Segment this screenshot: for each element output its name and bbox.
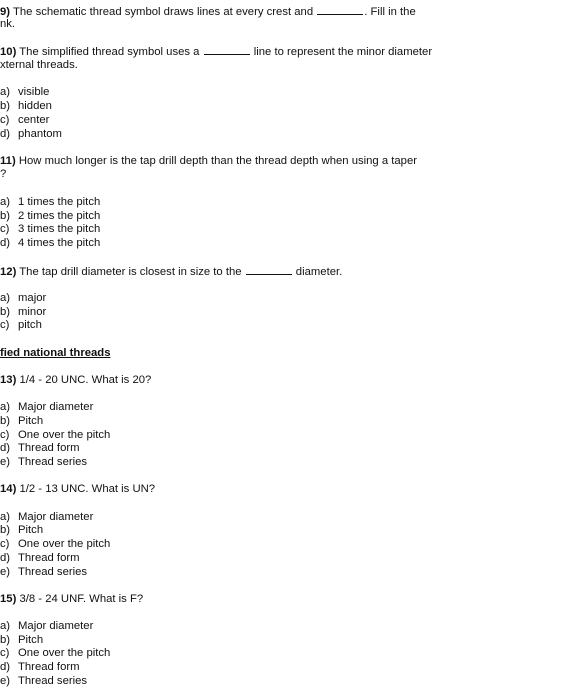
question-text-after: diameter. xyxy=(292,266,343,278)
option-letter: b) xyxy=(0,100,11,112)
option-row[interactable] xyxy=(0,196,100,209)
option-row[interactable] xyxy=(0,538,110,551)
option-text: Thread series xyxy=(18,566,88,578)
option-row[interactable] xyxy=(0,86,49,99)
option-letter: a) xyxy=(0,401,11,413)
question-text: How much longer is the tap drill depth than the thread depth when using a taper xyxy=(15,155,418,167)
option-row[interactable] xyxy=(0,100,52,113)
option-row[interactable] xyxy=(0,511,93,524)
answer-blank[interactable] xyxy=(204,45,250,55)
question-text: The schematic thread symbol draws lines at every crest and xyxy=(10,6,317,18)
question-text-after: . Fill in the xyxy=(364,6,416,18)
option-row[interactable] xyxy=(0,306,46,319)
option-row[interactable] xyxy=(0,114,49,127)
option-letter: a) xyxy=(0,620,11,632)
option-letter: b) xyxy=(0,634,11,646)
option-letter: d) xyxy=(0,661,11,673)
option-row[interactable] xyxy=(0,620,93,633)
option-row[interactable] xyxy=(0,552,80,565)
answer-blank[interactable] xyxy=(246,265,292,275)
option-letter: c) xyxy=(0,429,10,441)
option-text: visible xyxy=(18,86,50,98)
option-letter: d) xyxy=(0,552,11,564)
option-text: 3 times the pitch xyxy=(18,223,101,235)
question-9 xyxy=(0,5,448,19)
option-text: 4 times the pitch xyxy=(18,237,101,249)
option-letter: a) xyxy=(0,292,11,304)
question-number: 15) xyxy=(0,593,17,605)
question-text: 1/4 - 20 UNC. What is 20? xyxy=(16,374,152,386)
option-text: One over the pitch xyxy=(18,538,111,550)
option-text: Pitch xyxy=(18,634,44,646)
option-row[interactable] xyxy=(0,223,100,236)
option-row[interactable] xyxy=(0,566,87,579)
question-text: 1/2 - 13 UNC. What is UN? xyxy=(16,483,156,495)
option-text: Thread form xyxy=(18,661,80,673)
question-9-continuation: nk. xyxy=(0,18,16,30)
option-text: pitch xyxy=(18,319,42,331)
option-letter: b) xyxy=(0,524,11,536)
option-row[interactable] xyxy=(0,292,46,305)
option-letter: d) xyxy=(0,237,11,249)
question-text: The simplified thread symbol uses a xyxy=(16,46,203,58)
question-10-continuation: xternal threads. xyxy=(0,59,78,71)
option-row[interactable] xyxy=(0,319,42,332)
option-row[interactable] xyxy=(0,524,43,537)
option-text: One over the pitch xyxy=(18,647,111,659)
option-letter: d) xyxy=(0,442,11,454)
question-number: 12) xyxy=(0,266,17,278)
question-text: 3/8 - 24 UNF. What is F? xyxy=(16,593,144,605)
option-row[interactable] xyxy=(0,634,43,647)
option-letter: e) xyxy=(0,566,11,578)
option-text: phantom xyxy=(18,128,62,140)
answer-blank[interactable] xyxy=(317,5,363,15)
option-row[interactable] xyxy=(0,128,62,141)
option-row[interactable] xyxy=(0,210,100,223)
option-text: One over the pitch xyxy=(18,429,111,441)
option-row[interactable] xyxy=(0,401,93,414)
option-row[interactable] xyxy=(0,456,87,469)
question-text: The tap drill diameter is closest in size to the xyxy=(16,266,245,278)
option-text: hidden xyxy=(18,100,52,112)
section-heading: fied national threads xyxy=(0,347,111,359)
option-row[interactable] xyxy=(0,429,110,442)
option-text: major xyxy=(18,292,47,304)
option-letter: c) xyxy=(0,223,10,235)
option-letter: b) xyxy=(0,210,11,222)
option-text: Major diameter xyxy=(18,401,94,413)
option-text: minor xyxy=(18,306,47,318)
question-number: 11) xyxy=(0,155,16,167)
option-letter: c) xyxy=(0,538,10,550)
question-15 xyxy=(0,593,143,606)
option-row[interactable] xyxy=(0,661,80,674)
option-letter: b) xyxy=(0,306,11,318)
option-letter: c) xyxy=(0,114,10,126)
question-11 xyxy=(0,155,417,168)
option-text: Thread series xyxy=(18,456,88,468)
option-text: Pitch xyxy=(18,524,44,536)
option-text: Thread series xyxy=(18,675,88,687)
question-text-after: line to represent the minor diameter xyxy=(250,46,433,58)
option-letter: d) xyxy=(0,128,11,140)
option-text: 1 times the pitch xyxy=(18,196,101,208)
option-row[interactable] xyxy=(0,675,87,688)
option-letter: a) xyxy=(0,511,11,523)
question-12 xyxy=(0,265,342,279)
option-text: 2 times the pitch xyxy=(18,210,101,222)
option-letter: b) xyxy=(0,415,11,427)
question-14 xyxy=(0,483,155,496)
option-letter: e) xyxy=(0,456,11,468)
question-number: 10) xyxy=(0,46,17,58)
question-13 xyxy=(0,374,151,387)
option-text: Pitch xyxy=(18,415,44,427)
option-row[interactable] xyxy=(0,237,100,250)
question-number: 9) xyxy=(0,6,11,18)
option-letter: a) xyxy=(0,86,11,98)
option-row[interactable] xyxy=(0,415,43,428)
option-text: Thread form xyxy=(18,552,80,564)
question-11-continuation: ? xyxy=(0,168,7,180)
option-text: center xyxy=(18,114,50,126)
option-row[interactable] xyxy=(0,647,110,660)
option-letter: e) xyxy=(0,675,11,687)
option-row[interactable] xyxy=(0,442,80,455)
option-letter: c) xyxy=(0,647,10,659)
option-text: Major diameter xyxy=(18,511,94,523)
option-letter: a) xyxy=(0,196,11,208)
option-letter: c) xyxy=(0,319,10,331)
option-text: Major diameter xyxy=(18,620,94,632)
question-number: 13) xyxy=(0,374,17,386)
question-number: 14) xyxy=(0,483,17,495)
question-10 xyxy=(0,45,432,59)
option-text: Thread form xyxy=(18,442,80,454)
